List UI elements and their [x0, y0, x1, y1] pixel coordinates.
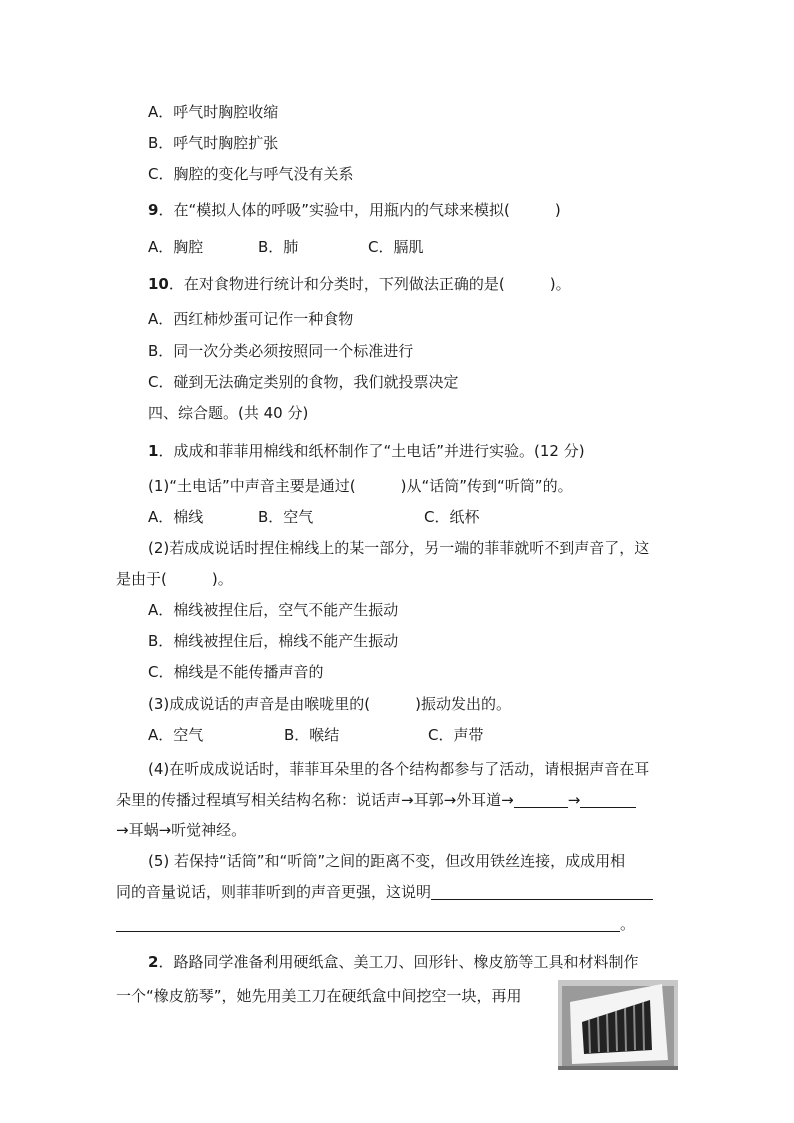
q8-option-c: C．胸腔的变化与呼气没有关系 — [148, 165, 354, 183]
p1-sub1-option-a: A．棉线 — [148, 508, 204, 526]
q10-option-a: A．西红柿炒蛋可记作一种食物 — [148, 310, 354, 328]
p1-sub1-option-b: B．空气 — [258, 508, 314, 526]
p1-sub4-line3: →耳蜗→听觉神经。 — [116, 821, 247, 839]
answer-blank-2[interactable] — [580, 791, 636, 808]
p1-sub4-line1: (4)在听成成说话时，菲菲耳朵里的各个结构都参与了活动，请根据声音在耳 — [148, 760, 650, 778]
q10-stem — [148, 274, 571, 294]
p1-sub2-option-c: C．棉线是不能传播声音的 — [148, 663, 324, 681]
q9-stem — [148, 200, 561, 220]
p1-sub3-option-b: B．喉结 — [284, 726, 340, 744]
p1-sub5-end: 。 — [620, 915, 636, 933]
q8-option-b: B．呼气时胸腔扩张 — [148, 134, 279, 152]
q9-options — [148, 237, 423, 257]
p1-sub4-prefix: 朵里的传播过程填写相关结构名称：说话声→耳郭→外耳道→ — [116, 791, 514, 809]
p1-stem — [148, 441, 585, 461]
p1-sub3: (3)成成说话的声音是由喉咙里的( )振动发出的。 — [148, 695, 511, 713]
p2-text: ．路路同学准备利用硬纸盒、美工刀、回形针、橡皮筋等工具和材料制作 — [158, 953, 639, 971]
p1-sub2-line1: (2)若成成说话时捏住棉线上的某一部分，另一端的菲菲就听不到声音了，这 — [148, 539, 650, 557]
p2-number: 2 — [148, 953, 159, 971]
p1-sub5-line2 — [116, 882, 653, 902]
p1-sub2-line2: 是由于( )。 — [116, 570, 233, 588]
p1-sub4-line2 — [116, 790, 636, 810]
q10-number: 10 — [148, 275, 169, 293]
q9-number: 9 — [148, 201, 159, 219]
section-heading: 四、综合题。(共 40 分) — [148, 404, 309, 422]
p1-sub2-option-b: B．棉线被捏住后，棉线不能产生振动 — [148, 632, 399, 650]
p1-number: 1 — [148, 442, 159, 460]
q9-option-a: A．胸腔 — [148, 238, 204, 256]
q10-option-b: B．同一次分类必须按照同一个标准进行 — [148, 342, 414, 360]
p1-sub1-options — [148, 507, 479, 527]
p1-sub5-line1: (5) 若保持“话筒”和“听筒”之间的距离不变，但改用铁丝连接，成成用相 — [148, 852, 626, 870]
p1-sub3-option-a: A．空气 — [148, 726, 204, 744]
p1-sub5-line3 — [116, 914, 635, 934]
rubber-band-instrument-photo — [558, 980, 678, 1070]
p1-sub4-arrow: → — [567, 791, 581, 809]
p1-sub3-options — [148, 725, 483, 745]
q9-text: ．在“模拟人体的呼吸”实验中，用瓶内的气球来模拟( ) — [158, 201, 561, 219]
p1-sub1-option-c: C．纸杯 — [424, 508, 480, 526]
p1-sub1: (1)“土电话”中声音主要是通过( )从“话筒”传到“听筒”的。 — [148, 477, 573, 495]
q10-text: ．在对食物进行统计和分类时，下列做法正确的是( )。 — [168, 275, 571, 293]
q9-option-c: C．膈肌 — [368, 238, 424, 256]
answer-blank-4[interactable] — [116, 915, 620, 932]
answer-blank-3[interactable] — [431, 883, 653, 900]
q9-option-b: B．肺 — [258, 238, 299, 256]
p1-text: ．成成和菲菲用棉线和纸杯制作了“土电话”并进行实验。(12 分) — [158, 442, 585, 460]
p1-sub2-option-a: A．棉线被捏住后，空气不能产生振动 — [148, 601, 399, 619]
p1-sub3-option-c: C．声带 — [428, 726, 484, 744]
p2-line1 — [148, 952, 638, 972]
q10-option-c: C．碰到无法确定类别的食物，我们就投票决定 — [148, 373, 459, 391]
q8-option-a: A．呼气时胸腔收缩 — [148, 103, 279, 121]
answer-blank-1[interactable] — [514, 791, 568, 808]
p1-sub5-text: 同的音量说话，则菲菲听到的声音更强，这说明 — [116, 883, 432, 901]
p2-line2: 一个“橡皮筋琴”，她先用美工刀在硬纸盒中间挖空一块，再用 — [116, 987, 522, 1005]
